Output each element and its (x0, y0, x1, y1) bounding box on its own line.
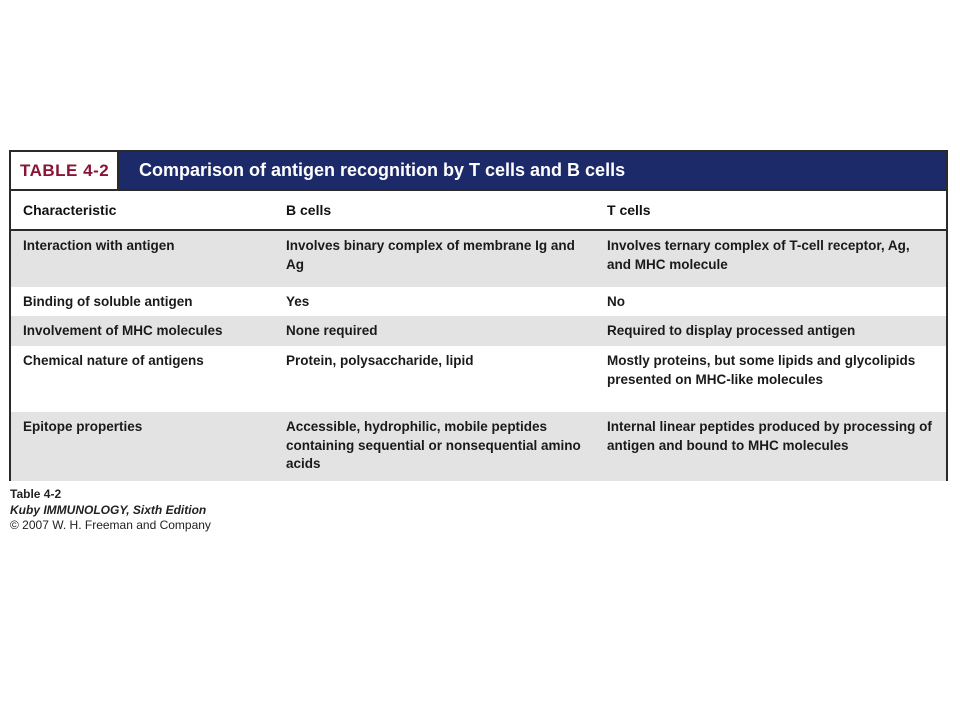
row-b-cells: Protein, polysaccharide, lipid (286, 353, 474, 368)
table-title: Comparison of antigen recognition by T cells and B cells (139, 160, 626, 180)
row-characteristic: Binding of soluble antigen (23, 294, 193, 309)
row-t-cells: Mostly proteins, but some lipids and glycolipids presented on MHC-like molecules (607, 353, 916, 387)
table-row (11, 346, 946, 412)
row-t-cells: Involves ternary complex of T-cell receptor, Ag, and MHC molecule (607, 238, 910, 272)
row-characteristic: Interaction with antigen (23, 238, 175, 253)
row-t-cells: Required to display processed antigen (607, 323, 856, 338)
caption-book-title: Kuby IMMUNOLOGY, Sixth Edition (10, 502, 207, 517)
caption-table-number: Table 4-2 (10, 487, 62, 501)
row-characteristic: Involvement of MHC molecules (23, 323, 223, 338)
comparison-table (9, 150, 948, 481)
table-row (11, 316, 946, 346)
row-characteristic: Chemical nature of antigens (23, 353, 204, 368)
header-characteristic: Characteristic (23, 201, 117, 218)
header-b-cells: B cells (286, 201, 332, 218)
table-title-bar (11, 152, 946, 191)
row-b-cells: Yes (286, 294, 310, 309)
row-b-cells: None required (286, 323, 378, 338)
table-label: TABLE 4-2 (11, 152, 119, 189)
table-row (11, 287, 946, 316)
table-row (11, 231, 946, 287)
row-b-cells: Accessible, hydrophilic, mobile peptides containing sequential or nonsequential amino acids (286, 419, 581, 471)
table-header-row (11, 191, 946, 231)
table-row (11, 412, 946, 481)
row-t-cells: Internal linear peptides produced by processing of antigen and bound to MHC molecules (607, 419, 932, 453)
header-t-cells: T cells (607, 201, 651, 218)
row-characteristic: Epitope properties (23, 419, 143, 434)
table-caption (10, 487, 211, 534)
caption-copyright: © 2007 W. H. Freeman and Company (10, 518, 211, 532)
row-t-cells: No (607, 294, 625, 309)
row-b-cells: Involves binary complex of membrane Ig and Ag (286, 238, 575, 272)
